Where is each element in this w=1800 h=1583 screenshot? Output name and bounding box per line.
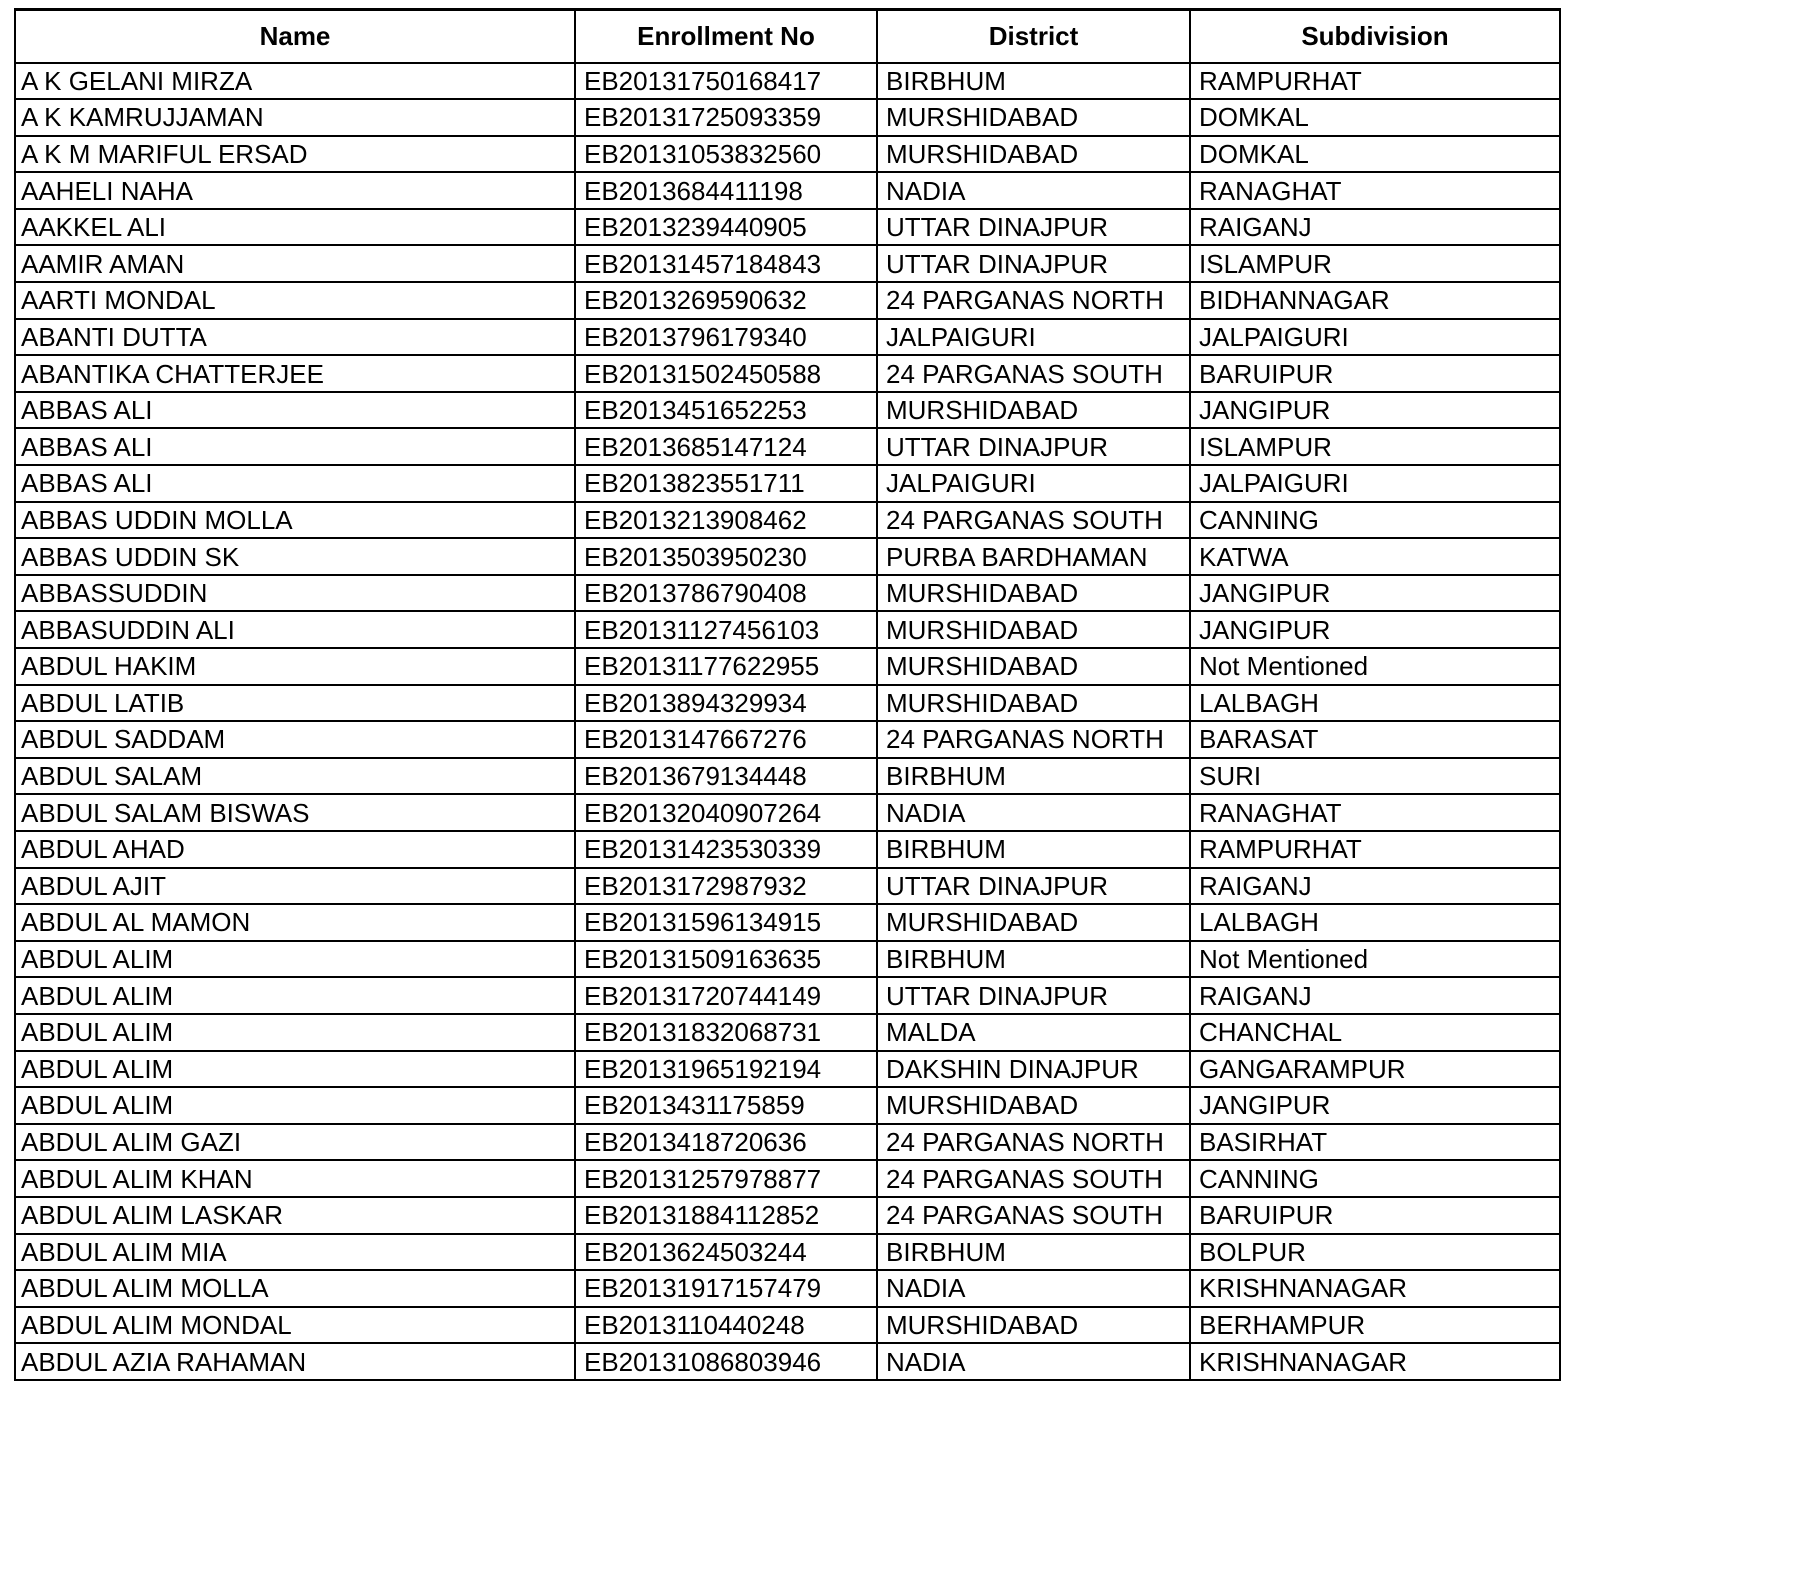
cell-district: MURSHIDABAD <box>877 575 1190 612</box>
cell-name: AAHELI NAHA <box>15 172 575 209</box>
cell-name: ABDUL SALAM BISWAS <box>15 794 575 831</box>
cell-district: JALPAIGURI <box>877 319 1190 356</box>
cell-enrollment_no: EB20131457184843 <box>575 245 877 282</box>
cell-name: ABANTIKA CHATTERJEE <box>15 355 575 392</box>
cell-enrollment_no: EB20131750168417 <box>575 63 877 100</box>
cell-district: 24 PARGANAS NORTH <box>877 1124 1190 1161</box>
column-header-district: District <box>877 10 1190 63</box>
cell-district: UTTAR DINAJPUR <box>877 245 1190 282</box>
cell-enrollment_no: EB2013213908462 <box>575 502 877 539</box>
table-row <box>15 99 1560 136</box>
cell-name: ABDUL ALIM <box>15 977 575 1014</box>
table-row <box>15 355 1560 392</box>
cell-district: MURSHIDABAD <box>877 392 1190 429</box>
cell-name: ABDUL ALIM <box>15 941 575 978</box>
cell-district: UTTAR DINAJPUR <box>877 209 1190 246</box>
cell-subdivision: JANGIPUR <box>1190 1087 1560 1124</box>
cell-subdivision: BIDHANNAGAR <box>1190 282 1560 319</box>
table-row <box>15 1160 1560 1197</box>
table-row <box>15 685 1560 722</box>
table-row <box>15 319 1560 356</box>
cell-subdivision: BARASAT <box>1190 721 1560 758</box>
cell-name: ABDUL ALIM MIA <box>15 1234 575 1271</box>
cell-subdivision: BERHAMPUR <box>1190 1307 1560 1344</box>
cell-district: NADIA <box>877 1343 1190 1380</box>
cell-district: 24 PARGANAS SOUTH <box>877 502 1190 539</box>
table-row <box>15 904 1560 941</box>
table-row <box>15 1087 1560 1124</box>
cell-name: A K M MARIFUL ERSAD <box>15 136 575 173</box>
cell-subdivision: JANGIPUR <box>1190 392 1560 429</box>
table-row <box>15 245 1560 282</box>
cell-subdivision: RAMPURHAT <box>1190 831 1560 868</box>
cell-enrollment_no: EB2013269590632 <box>575 282 877 319</box>
table-row <box>15 1270 1560 1307</box>
cell-enrollment_no: EB20131509163635 <box>575 941 877 978</box>
cell-name: ABDUL ALIM <box>15 1014 575 1051</box>
table-row <box>15 1197 1560 1234</box>
cell-name: ABDUL ALIM MONDAL <box>15 1307 575 1344</box>
table-row <box>15 794 1560 831</box>
column-header-name: Name <box>15 10 575 63</box>
table-row <box>15 63 1560 100</box>
cell-name: A K GELANI MIRZA <box>15 63 575 100</box>
table-row <box>15 758 1560 795</box>
cell-subdivision: RANAGHAT <box>1190 794 1560 831</box>
table-row <box>15 1234 1560 1271</box>
cell-enrollment_no: EB2013624503244 <box>575 1234 877 1271</box>
cell-district: NADIA <box>877 1270 1190 1307</box>
cell-subdivision: CANNING <box>1190 1160 1560 1197</box>
cell-enrollment_no: EB2013786790408 <box>575 575 877 612</box>
cell-subdivision: JALPAIGURI <box>1190 319 1560 356</box>
table-header-row <box>15 10 1560 63</box>
cell-subdivision: RAIGANJ <box>1190 868 1560 905</box>
table-row <box>15 136 1560 173</box>
table-row <box>15 172 1560 209</box>
table-row <box>15 941 1560 978</box>
cell-district: MURSHIDABAD <box>877 648 1190 685</box>
cell-district: MURSHIDABAD <box>877 611 1190 648</box>
enrollment-roster-table <box>14 8 1561 1381</box>
table-row <box>15 392 1560 429</box>
cell-district: 24 PARGANAS NORTH <box>877 282 1190 319</box>
cell-enrollment_no: EB2013418720636 <box>575 1124 877 1161</box>
cell-name: ABBASUDDIN ALI <box>15 611 575 648</box>
table-row <box>15 575 1560 612</box>
cell-district: MURSHIDABAD <box>877 1087 1190 1124</box>
cell-subdivision: LALBAGH <box>1190 685 1560 722</box>
cell-district: BIRBHUM <box>877 941 1190 978</box>
table-row <box>15 868 1560 905</box>
cell-subdivision: JANGIPUR <box>1190 611 1560 648</box>
cell-district: UTTAR DINAJPUR <box>877 868 1190 905</box>
cell-name: ABDUL SADDAM <box>15 721 575 758</box>
cell-name: ABDUL ALIM LASKAR <box>15 1197 575 1234</box>
column-header-enrollment-no: Enrollment No <box>575 10 877 63</box>
cell-district: UTTAR DINAJPUR <box>877 977 1190 1014</box>
cell-enrollment_no: EB2013894329934 <box>575 685 877 722</box>
cell-subdivision: DOMKAL <box>1190 99 1560 136</box>
cell-district: JALPAIGURI <box>877 465 1190 502</box>
cell-name: AAKKEL ALI <box>15 209 575 246</box>
cell-enrollment_no: EB2013503950230 <box>575 538 877 575</box>
table-row <box>15 465 1560 502</box>
cell-district: MURSHIDABAD <box>877 99 1190 136</box>
table-row <box>15 1343 1560 1380</box>
cell-enrollment_no: EB2013796179340 <box>575 319 877 356</box>
cell-enrollment_no: EB20132040907264 <box>575 794 877 831</box>
cell-enrollment_no: EB20131884112852 <box>575 1197 877 1234</box>
cell-enrollment_no: EB2013239440905 <box>575 209 877 246</box>
cell-name: ABDUL AL MAMON <box>15 904 575 941</box>
cell-enrollment_no: EB2013679134448 <box>575 758 877 795</box>
cell-name: AAMIR AMAN <box>15 245 575 282</box>
cell-enrollment_no: EB20131720744149 <box>575 977 877 1014</box>
cell-subdivision: SURI <box>1190 758 1560 795</box>
cell-district: MURSHIDABAD <box>877 1307 1190 1344</box>
cell-enrollment_no: EB20131725093359 <box>575 99 877 136</box>
cell-district: UTTAR DINAJPUR <box>877 428 1190 465</box>
cell-district: BIRBHUM <box>877 831 1190 868</box>
cell-subdivision: CANNING <box>1190 502 1560 539</box>
cell-subdivision: RANAGHAT <box>1190 172 1560 209</box>
cell-enrollment_no: EB20131086803946 <box>575 1343 877 1380</box>
cell-district: DAKSHIN DINAJPUR <box>877 1051 1190 1088</box>
cell-name: ABDUL AZIA RAHAMAN <box>15 1343 575 1380</box>
table-row <box>15 1014 1560 1051</box>
cell-name: ABBAS ALI <box>15 428 575 465</box>
cell-subdivision: KRISHNANAGAR <box>1190 1343 1560 1380</box>
cell-enrollment_no: EB20131053832560 <box>575 136 877 173</box>
table-row <box>15 1307 1560 1344</box>
cell-enrollment_no: EB2013451652253 <box>575 392 877 429</box>
cell-district: NADIA <box>877 794 1190 831</box>
cell-name: ABBASSUDDIN <box>15 575 575 612</box>
cell-enrollment_no: EB20131127456103 <box>575 611 877 648</box>
cell-name: ABBAS UDDIN SK <box>15 538 575 575</box>
table-body <box>15 63 1560 1380</box>
roster-table-container <box>14 8 1559 1381</box>
table-row <box>15 648 1560 685</box>
cell-district: MURSHIDABAD <box>877 136 1190 173</box>
cell-district: MURSHIDABAD <box>877 685 1190 722</box>
cell-subdivision: BARUIPUR <box>1190 355 1560 392</box>
table-header <box>15 10 1560 63</box>
cell-district: NADIA <box>877 172 1190 209</box>
cell-subdivision: GANGARAMPUR <box>1190 1051 1560 1088</box>
cell-name: ABDUL AHAD <box>15 831 575 868</box>
cell-subdivision: KATWA <box>1190 538 1560 575</box>
table-row <box>15 1051 1560 1088</box>
cell-name: ABDUL ALIM KHAN <box>15 1160 575 1197</box>
cell-enrollment_no: EB20131596134915 <box>575 904 877 941</box>
cell-name: ABBAS ALI <box>15 465 575 502</box>
cell-subdivision: JALPAIGURI <box>1190 465 1560 502</box>
cell-name: A K KAMRUJJAMAN <box>15 99 575 136</box>
cell-name: ABBAS ALI <box>15 392 575 429</box>
cell-name: ABBAS UDDIN MOLLA <box>15 502 575 539</box>
cell-subdivision: ISLAMPUR <box>1190 245 1560 282</box>
cell-enrollment_no: EB20131177622955 <box>575 648 877 685</box>
table-row <box>15 831 1560 868</box>
cell-district: 24 PARGANAS NORTH <box>877 721 1190 758</box>
table-row <box>15 209 1560 246</box>
cell-district: MURSHIDABAD <box>877 904 1190 941</box>
cell-enrollment_no: EB2013110440248 <box>575 1307 877 1344</box>
cell-name: ABDUL ALIM MOLLA <box>15 1270 575 1307</box>
cell-enrollment_no: EB20131502450588 <box>575 355 877 392</box>
cell-enrollment_no: EB2013823551711 <box>575 465 877 502</box>
cell-enrollment_no: EB2013684411198 <box>575 172 877 209</box>
cell-subdivision: RAIGANJ <box>1190 209 1560 246</box>
cell-name: ABANTI DUTTA <box>15 319 575 356</box>
cell-district: BIRBHUM <box>877 63 1190 100</box>
cell-name: AARTI MONDAL <box>15 282 575 319</box>
cell-enrollment_no: EB2013685147124 <box>575 428 877 465</box>
cell-subdivision: CHANCHAL <box>1190 1014 1560 1051</box>
cell-subdivision: RAMPURHAT <box>1190 63 1560 100</box>
cell-subdivision: BASIRHAT <box>1190 1124 1560 1161</box>
cell-district: 24 PARGANAS SOUTH <box>877 1160 1190 1197</box>
cell-subdivision: DOMKAL <box>1190 136 1560 173</box>
cell-name: ABDUL ALIM <box>15 1051 575 1088</box>
table-row <box>15 428 1560 465</box>
table-row <box>15 1124 1560 1161</box>
cell-name: ABDUL HAKIM <box>15 648 575 685</box>
cell-enrollment_no: EB20131423530339 <box>575 831 877 868</box>
cell-enrollment_no: EB20131917157479 <box>575 1270 877 1307</box>
table-row <box>15 721 1560 758</box>
cell-subdivision: LALBAGH <box>1190 904 1560 941</box>
cell-name: ABDUL LATIB <box>15 685 575 722</box>
cell-name: ABDUL SALAM <box>15 758 575 795</box>
cell-subdivision: Not Mentioned <box>1190 941 1560 978</box>
cell-enrollment_no: EB20131257978877 <box>575 1160 877 1197</box>
cell-enrollment_no: EB20131832068731 <box>575 1014 877 1051</box>
cell-district: PURBA BARDHAMAN <box>877 538 1190 575</box>
cell-district: BIRBHUM <box>877 1234 1190 1271</box>
cell-subdivision: BOLPUR <box>1190 1234 1560 1271</box>
cell-district: MALDA <box>877 1014 1190 1051</box>
cell-enrollment_no: EB2013172987932 <box>575 868 877 905</box>
cell-subdivision: BARUIPUR <box>1190 1197 1560 1234</box>
cell-subdivision: JANGIPUR <box>1190 575 1560 612</box>
cell-enrollment_no: EB2013431175859 <box>575 1087 877 1124</box>
cell-district: BIRBHUM <box>877 758 1190 795</box>
cell-enrollment_no: EB2013147667276 <box>575 721 877 758</box>
cell-enrollment_no: EB20131965192194 <box>575 1051 877 1088</box>
cell-subdivision: ISLAMPUR <box>1190 428 1560 465</box>
cell-district: 24 PARGANAS SOUTH <box>877 355 1190 392</box>
cell-district: 24 PARGANAS SOUTH <box>877 1197 1190 1234</box>
table-row <box>15 611 1560 648</box>
column-header-subdivision: Subdivision <box>1190 10 1560 63</box>
table-row <box>15 977 1560 1014</box>
table-row <box>15 282 1560 319</box>
cell-subdivision: Not Mentioned <box>1190 648 1560 685</box>
table-row <box>15 538 1560 575</box>
cell-subdivision: RAIGANJ <box>1190 977 1560 1014</box>
cell-name: ABDUL ALIM GAZI <box>15 1124 575 1161</box>
cell-name: ABDUL ALIM <box>15 1087 575 1124</box>
cell-subdivision: KRISHNANAGAR <box>1190 1270 1560 1307</box>
cell-name: ABDUL AJIT <box>15 868 575 905</box>
table-row <box>15 502 1560 539</box>
